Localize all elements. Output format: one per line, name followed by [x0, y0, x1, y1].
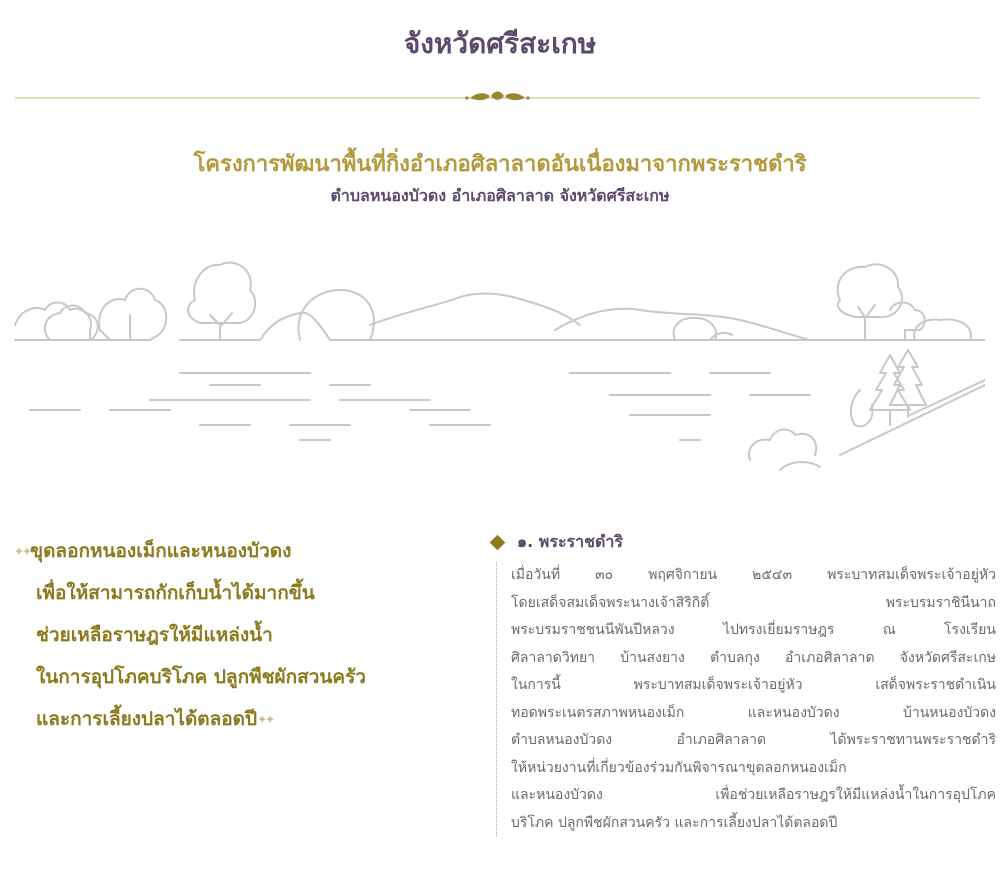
body-line: ให้หน่วยงานที่เกี่ยวข้องร่วมกันพิจารณาขุดลอกหนองเม็ก: [511, 759, 847, 776]
quote-line: [14, 530, 454, 572]
body-line: โดยเสด็จสมเด็จพระนางเจ้าสิริกิติ์ พระบรมราชินีนาถ: [511, 594, 996, 611]
ornament-icon: [465, 92, 529, 101]
right-trees: [838, 264, 971, 340]
page-title: จังหวัดศรีสะเกษ: [403, 27, 597, 60]
left-trees: [15, 263, 255, 340]
quote-text: และการเลี้ยงปลาได้ตลอดปี: [36, 708, 258, 730]
royal-initiative-section: [490, 528, 996, 831]
quote-line: เพื่อให้สามารถกักเก็บน้ำได้มากขึ้น: [36, 582, 315, 604]
body-line: บริโภค ปลูกพืชผักสวนครัว และการเลี้ยงปลาได้ตลอดปี: [511, 814, 838, 831]
hills: [260, 290, 810, 340]
quote-text: ขุดลอกหนองเม็กและหนองบัวดง: [30, 540, 292, 562]
section-body: [496, 562, 996, 837]
quote-line: ช่วยเหลือราษฎรให้มีแหล่งน้ำ: [36, 624, 273, 646]
sparkle-icon: ✦✦: [14, 544, 31, 559]
quote-block: [14, 530, 454, 740]
body-line: ศิลาลาดวิทยา บ้านสงยาง ตำบลกุง อำเภอศิลาลาด จังหวัดศรีสะเกษ: [511, 649, 996, 666]
section-heading: [490, 528, 985, 556]
quote-line: ในการอุปโภคบริโภค ปลูกพืชผักสวนครัว: [36, 666, 366, 688]
body-line: และหนองบัวดง เพื่อช่วยเหลือราษฎรให้มีแหล่งน้ำในการอุปโภค: [511, 787, 996, 803]
pine-trees: [851, 350, 926, 426]
section-title: ๑. พระราชดำริ: [517, 531, 623, 551]
quote-line: [14, 698, 454, 740]
body-line: พระบรมราชชนนีพันปีหลวง ไปทรงเยี่ยมราษฎร ณ โรงเรียน: [511, 622, 996, 638]
diamond-icon: [490, 534, 506, 550]
body-line: ในการนี้ พระบาทสมเด็จพระเจ้าอยู่หัว เสด็จพระราชดำเนิน: [511, 677, 996, 693]
sparkle-icon: ✦✦: [257, 712, 274, 727]
body-line: ตำบลหนองบัวดง อำเภอศิลาลาด ได้พระราชทานพระราชดำริ: [511, 732, 996, 748]
project-title: โครงการพัฒนาพื้นที่กิ่งอำเภอศิลาลาดอันเนื่องมาจากพระราชดำริ: [193, 152, 807, 177]
landscape-illustration: [10, 255, 985, 480]
body-line: ทอดพระเนตรสภาพหนองเม็ก และหนองบัวดง บ้านหนองบัวดง: [511, 704, 996, 721]
divider: [15, 88, 980, 108]
project-subtitle: ตำบลหนองบัวดง อำเภอศิลาลาด จังหวัดศรีสะเกษ: [330, 186, 670, 205]
water-lines: [30, 373, 810, 440]
body-line: เมื่อวันที่ ๓๐ พฤศจิกายน ๒๕๔๓ พระบาทสมเด็จพระเจ้าอยู่หัว: [511, 567, 996, 583]
